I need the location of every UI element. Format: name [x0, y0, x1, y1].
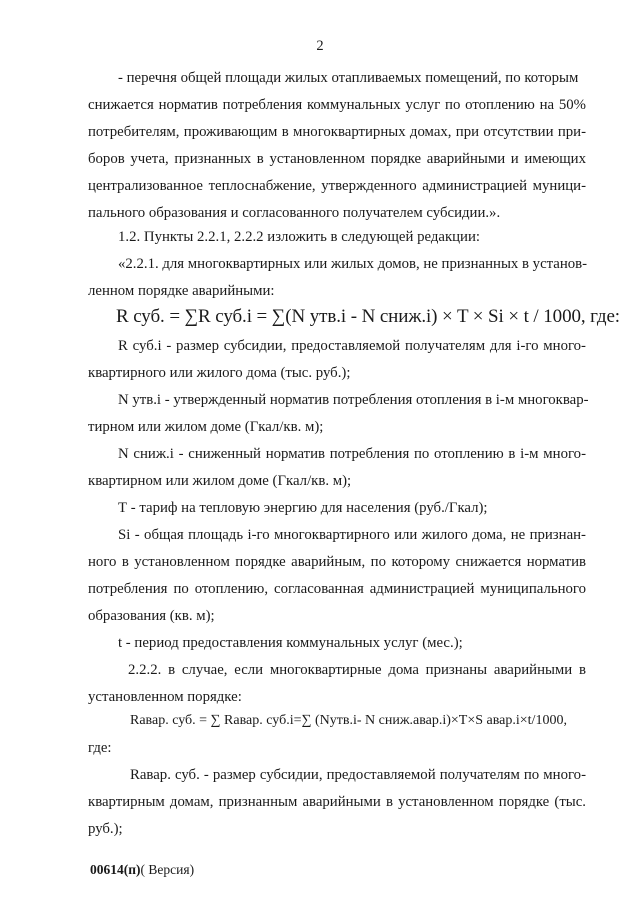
text-line: - перечня общей площади жилых отапливаемых помещений, по которым — [118, 70, 579, 86]
text-line: пального образования и согласованного получателем субсидии.». — [88, 205, 501, 221]
text-line: потребления по отоплению, согласованная администрацией муниципального — [88, 581, 586, 597]
text-line: образования (кв. м); — [88, 608, 215, 624]
text-line: боров учета, признанных в установленном порядке аварийными и имеющих — [88, 151, 586, 167]
subsidy-formula: R суб. = ∑R суб.i = ∑(N утв.i - N сниж.i) × T × Si × t / 1000, где: — [116, 306, 620, 327]
text-line: тирном или жилом доме (Гкал/кв. м); — [88, 419, 324, 435]
text-line: где: — [88, 740, 112, 756]
text-line: квартирном или жилом доме (Гкал/кв. м); — [88, 473, 352, 489]
text-line: руб.); — [88, 821, 123, 837]
text-line: 2.2.2. в случае, если многоквартирные дома признаны аварийными в — [128, 662, 586, 678]
text-line: Т - тариф на тепловую энергию для населения (руб./Гкал); — [118, 500, 488, 516]
text-line: ного в установленном порядке аварийным, по которому снижается норматив — [88, 554, 586, 570]
text-line: «2.2.1. для многоквартирных или жилых домов, не признанных в установ- — [118, 256, 588, 272]
text-line: потребителям, проживающим в многоквартирных домах, при отсутствии при- — [88, 124, 586, 140]
text-line: N утв.i - утвержденный норматив потребления отопления в i-м многоквар- — [118, 392, 589, 408]
text-line: ленном порядке аварийными: — [88, 283, 275, 299]
text-line: Si - общая площадь i-го многоквартирного или жилого дома, не признан- — [118, 527, 586, 543]
emergency-subsidy-formula: Rавар. суб. = ∑ Rавар. суб.i=∑ (Nутв.i- N сниж.авар.i)×T×S авар.i×t/1000, — [130, 713, 567, 728]
text-line: R суб.i - размер субсидии, предоставляемой получателям для i-го много- — [118, 338, 586, 354]
version-note: ( Версия) — [140, 862, 195, 877]
document-code: 00614(п) — [90, 862, 141, 877]
text-line: N сниж.i - сниженный норматив потребления по отоплению в i-м много- — [118, 446, 586, 462]
text-line: централизованное теплоснабжение, утвержденного администрацией муници- — [88, 178, 586, 194]
text-line: 1.2. Пункты 2.2.1, 2.2.2 изложить в следующей редакции: — [118, 229, 481, 245]
text-line: t - период предоставления коммунальных услуг (мес.); — [118, 635, 463, 651]
text-line: Rавар. суб. - размер субсидии, предоставляемой получателям по много- — [130, 767, 586, 783]
text-line: квартирного или жилого дома (тыс. руб.); — [88, 365, 351, 381]
text-line: установленном порядке: — [88, 689, 242, 705]
text-line: снижается норматив потребления коммунальных услуг по отоплению на 50% — [88, 97, 586, 113]
page-number: 2 — [316, 38, 324, 54]
document-footer — [90, 862, 194, 878]
text-line: квартирным домам, признанным аварийными в установленном порядке (тыс. — [88, 794, 586, 810]
